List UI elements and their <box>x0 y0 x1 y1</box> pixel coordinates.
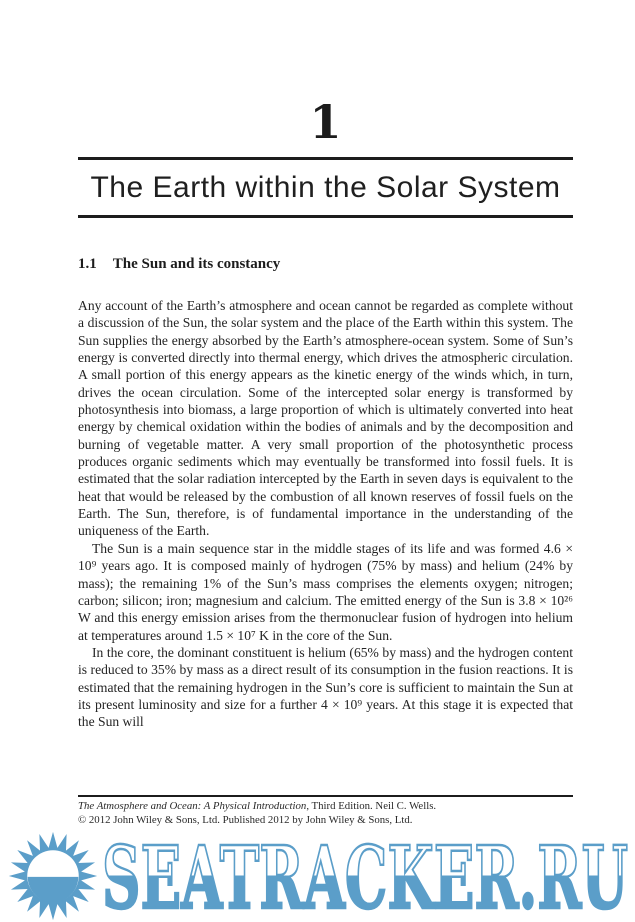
chapter-title-rule-bottom <box>78 215 573 218</box>
watermark <box>0 830 635 922</box>
footer-book-title: The Atmosphere and Ocean: A Physical Introduction <box>78 800 307 812</box>
chapter-number: 1 <box>309 95 342 149</box>
paragraph-2: The Sun is a main sequence star in the middle stages of its life and was formed 4.6 × 10⁹ years ago. It is composed mainly of hydrogen (75% by mass) and helium (24% by mass); the remaining 1% of the Sun’s mass comprises the elements oxygen; nitrogen; carbon; silicon; iron; magnesium and calcium. The emitted energy of the Sun is 3.8 × 10²⁶ W and this energy emission arises from the thermonuclear fusion of hydrogen into helium at temperatures around 1.5 × 10⁷ K in the core of the Sun. <box>78 540 573 643</box>
paragraph-3: In the core, the dominant constituent is helium (65% by mass) and the hydrogen content is reduced to 35% by mass as a direct result of its consumption in the fusion reactions. It is estimated that the remaining hydrogen in the Sun’s core is sufficient to maintain the Sun at its present luminosity and size for a further 4 × 10⁹ years. At this stage it is expected that the Sun will <box>78 644 573 730</box>
footer-edition-text: , Third Edition. Neil C. Wells. <box>306 800 437 812</box>
footer-rule <box>78 795 573 797</box>
section-title: The Sun and its constancy <box>112 256 281 272</box>
section-number: 1.1 <box>78 256 97 272</box>
watermark-text-graphic <box>100 830 632 922</box>
chapter-title-rule-top <box>78 157 573 160</box>
footer-copyright-line: © 2012 John Wiley & Sons, Ltd. Published 2012 by John Wiley & Sons, Ltd. <box>78 813 413 826</box>
sun-icon <box>6 830 100 922</box>
watermark-text: SEATRACKER.RU <box>102 830 628 922</box>
paragraph-1: Any account of the Earth’s atmosphere and ocean cannot be regarded as complete without a discussion of the Sun, the solar system and the place of the Earth within this system. The Sun supplies the energy absorbed by the Earth’s atmosphere-ocean system. Some of Sun’s energy is converted directly into thermal energy, which drives the atmospheric circulation. A small portion of this energy appears as the kinetic energy of the winds which, in turn, drives the ocean circulation. Some of the intercepted solar energy is transformed by photosynthesis into biomass, a large proportion of which is ultimately converted into heat energy by chemical oxidation within the bodies of animals and by the decomposition and burning of vegetable matter. A very small proportion of the photosynthetic process produces organic sediments which may eventually be transformed into fossil fuels. It is estimated that the solar radiation intercepted by the Earth in seven days is equivalent to the heat that would be released by the combustion of all known reserves of fossil fuels on the Earth. The Sun, therefore, is of fundamental importance in the understanding of the uniqueness of the Earth. <box>78 298 573 539</box>
page-footer <box>78 800 573 828</box>
footer-citation-line <box>78 800 573 814</box>
chapter-title: The Earth within the Solar System <box>90 171 561 204</box>
section-heading <box>78 255 573 273</box>
body-text <box>78 297 573 731</box>
